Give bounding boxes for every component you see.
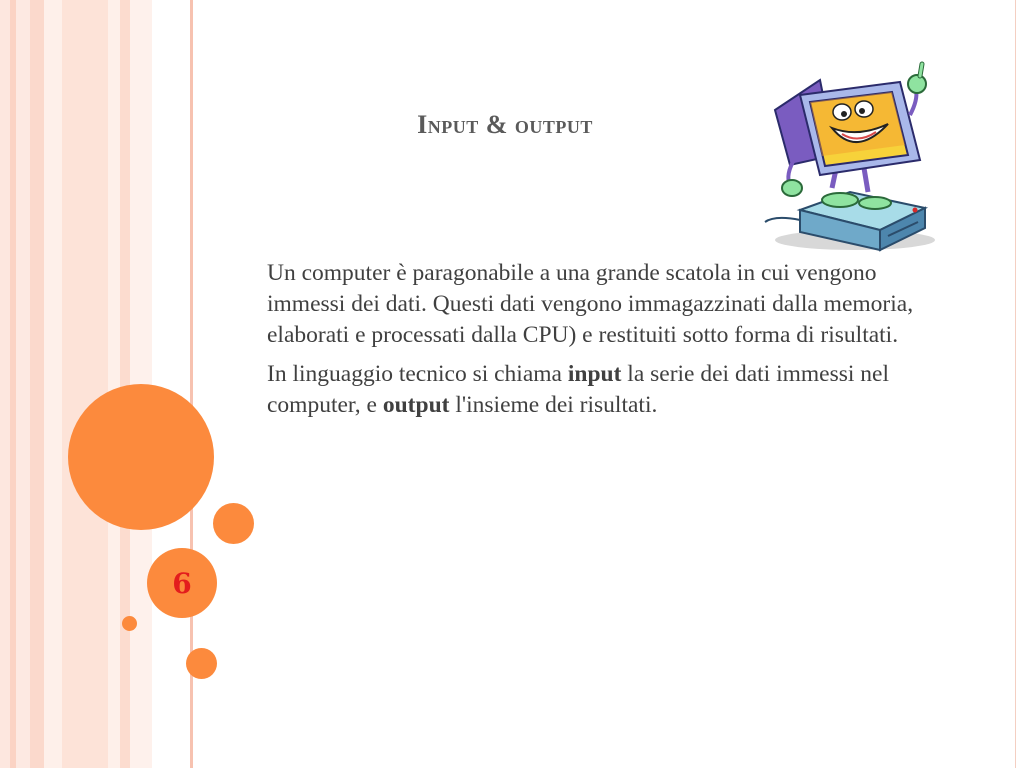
decor-circle-medium <box>213 503 254 544</box>
decor-circle-large <box>68 384 214 530</box>
term-output: output <box>382 392 450 418</box>
decor-circle-small <box>122 616 137 631</box>
paragraph-intro: Un computer è paragonabile a una grande scatola in cui vengono immessi dei dati. Questi dati vengono immagazzinati dalla memoria, elaborati e processati dalla CPU) e restituiti sotto forma di risultati. <box>267 260 914 348</box>
decor-stripe <box>44 0 62 768</box>
page-number-badge <box>147 548 217 618</box>
decor-stripe <box>16 0 30 768</box>
decor-stripe <box>152 0 190 768</box>
paragraph-text: l'insieme dei risultati. <box>449 392 658 418</box>
decor-stripe <box>62 0 108 768</box>
page-number: 6 <box>172 566 192 600</box>
slide-title: Input & output <box>417 110 593 139</box>
decor-stripe <box>0 0 10 768</box>
paragraph-text: In linguaggio tecnico si chiama <box>267 361 568 387</box>
paragraph-text: la serie dei dati immessi nel computer, e <box>267 361 889 418</box>
computer-mascot-icon <box>760 60 938 255</box>
term-input: input <box>567 361 622 387</box>
decor-stripe <box>108 0 120 768</box>
frame-edge <box>1015 0 1016 768</box>
slide-body <box>267 258 957 429</box>
decor-circle-medium <box>186 648 217 679</box>
paragraph-definition <box>267 359 957 421</box>
decor-stripe <box>30 0 44 768</box>
